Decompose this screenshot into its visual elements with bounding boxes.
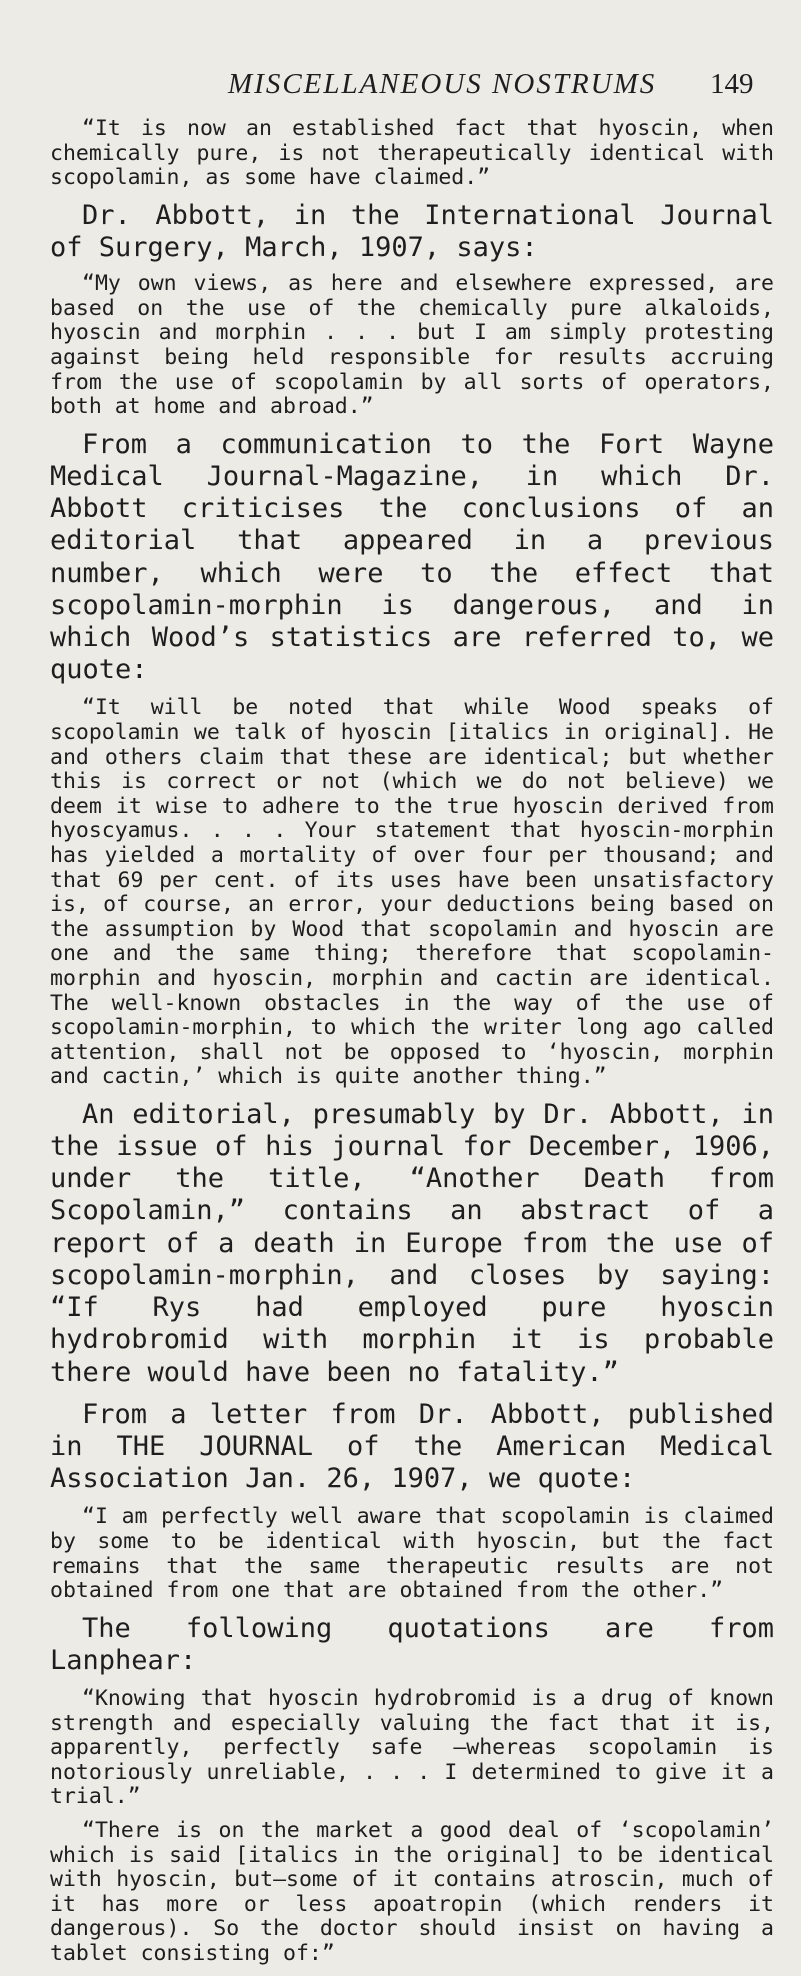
- block-quote: “It is now an established fact that hyoscin, when chemically pure, is not therapeutically identical with scopolamin, as some have claimed.”: [50, 116, 774, 191]
- page-body: [50, 117, 774, 1976]
- paragraph: From a letter from Dr. Abbott, published in THE JOURNAL of the American Medical Association Jan. 26, 1907, we quote:: [50, 1398, 774, 1495]
- page-header: [0, 68, 801, 108]
- block-quote: “I am perfectly well aware that scopolamin is claimed by some to be identical with hyoscin, but the fact remains that the same therapeutic results are not obtained from one that are obtained from the other.”: [50, 1504, 774, 1604]
- block-quote: “Knowing that hyoscin hydrobromid is a drug of known strength and especially valuing the fact that it is, apparently, perfectly safe —whereas scopolamin is notoriously unreliable, . . . I determined to give it a trial.”: [50, 1686, 774, 1810]
- paragraph: An editorial, presumably by Dr. Abbott, in the issue of his journal for December, 1906, under the title, “Another Death from Scopolamin,” contains an abstract of a report of a death in Europe from the use of scopolamin-morphin, and closes by saying: “If Rys had employed pure hyoscin hydrobromid with morphin it is probable there would have been no fatality.”: [50, 1098, 774, 1388]
- paragraph: Dr. Abbott, in the International Journal of Surgery, March, 1907, says:: [50, 199, 774, 263]
- page-number: 149: [710, 68, 754, 100]
- paragraph: The following quotations are from Lanphear:: [50, 1612, 774, 1676]
- block-quote: “My own views, as here and elsewhere expressed, are based on the use of the chemically pure alkaloids, hyoscin and morphin . . . but I am simply protesting against being held responsible for results accruing from the use of scopolamin by all sorts of operators, both at home and abroad.”: [50, 271, 774, 420]
- block-quote: “It will be noted that while Wood speaks of scopolamin we talk of hyoscin [italics in original]. He and others claim that these are identical; but whether this is correct or not (which we do not believe) we deem it wise to adhere to the true hyoscin derived from hyoscyamus. . . . Your statement that hyoscin-morphin has yielded a mortality of over four per thousand; and that 69 per cent. of its uses have been unsatisfactory is, of course, an error, your deductions being based on the assumption by Wood that scopolamin and hyoscin are one and the same thing; therefore that scopolamin-morphin and hyoscin, morphin and cactin are identical. The well-known obstacles in the way of the use of scopolamin-morphin, to which the writer long ago called attention, shall not be opposed to ‘hyoscin, morphin and cactin,’ which is quite another thing.”: [50, 695, 774, 1090]
- running-head: MISCELLANEOUS NOSTRUMS: [228, 68, 657, 100]
- paragraph: From a communication to the Fort Wayne Medical Journal-Magazine, in which Dr. Abbott criticises the conclusions of an editorial that appeared in a previous number, which were to the effect that scopolamin-morphin is dangerous, and in which Wood’s statistics are referred to, we quote:: [50, 428, 774, 686]
- block-quote: “There is on the market a good deal of ‘scopolamin’ which is said [italics in the original] to be identical with hyoscin, but—some of it contains atroscin, much of it has more or less apoatropin (which renders it dangerous). So the doctor should insist on having a tablet consisting of:”: [50, 1818, 774, 1967]
